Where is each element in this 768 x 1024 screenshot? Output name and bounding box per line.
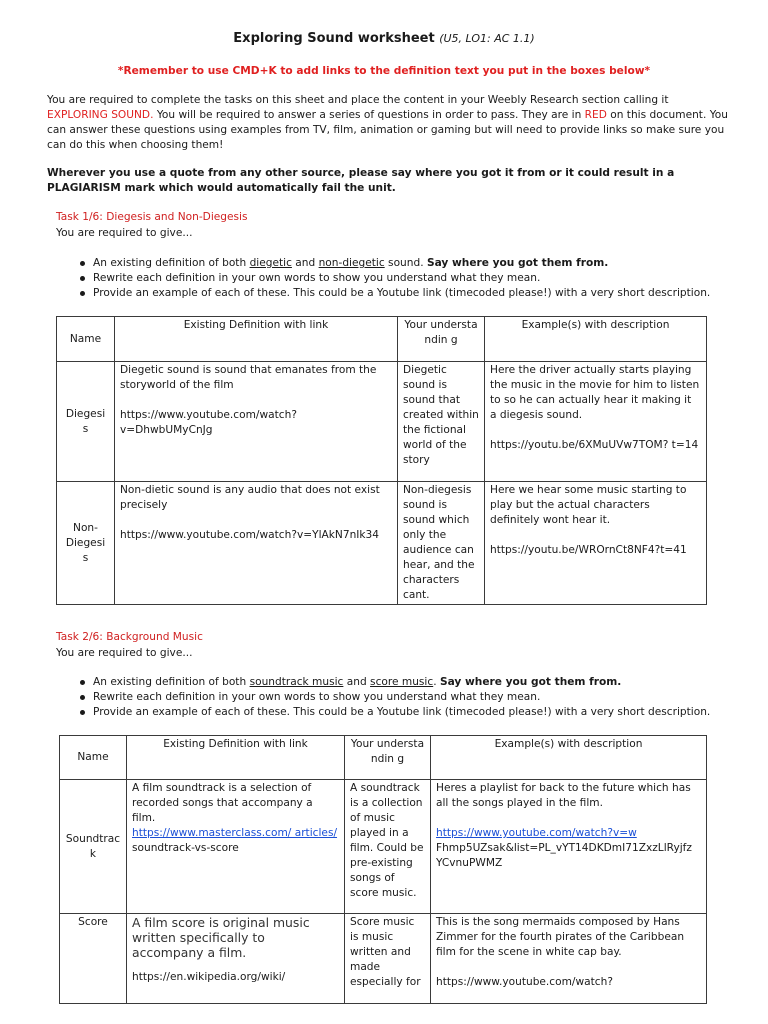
definition-link-continued[interactable]: soundtrack-vs-score [132,842,239,854]
task2-bullet-1: An existing definition of both soundtrack music and score music. Say where you got them from. [76,675,710,690]
task1-bullet-2: Rewrite each definition in your own words to show you understand what they mean. [76,271,710,286]
example-link[interactable]: https://youtu.be/WROrnCt8NF4?t=41 [490,544,687,556]
example-text: Here the driver actually starts playing the music in the movie for him to listen to so he can actually hear it making it a diegesis sound. [490,364,700,421]
header-name: Name [57,317,115,362]
task1-heading: Task 1/6: Diegesis and Non-Diegesis [56,211,248,223]
plagiarism-warning: Wherever you use a quote from any other source, please say where you got it from or it could result in a PLAGIARISM mark which would automatically fail the unit. [47,167,675,194]
task2-requirements [76,675,710,720]
header-your-understanding: Your understandin g [345,736,431,780]
row-name-diegesis: Diegesi s [57,362,115,482]
definition-cell [127,914,345,1004]
definition-text: A film score is original music written specifically to accompany a film. [132,915,310,960]
title-reference: (U5, LO1: AC 1.1) [439,32,535,45]
definition-link[interactable]: https://www.youtube.com/watch?v=YlAkN7nIk34 [120,529,380,541]
example-text: Heres a playlist for back to the future which has all the songs played in the film. [436,782,691,809]
task1-requirements [76,256,710,301]
title-text: Exploring Sound worksheet [233,31,435,46]
worksheet-title [0,30,768,48]
understanding-cell: A soundtrack is a collection of music played in a film. Could be pre-existing songs of score music. [345,780,431,914]
header-your-understanding: Your understandin g [398,317,485,362]
header-existing-definition: Existing Definition with link [127,736,345,780]
example-link-continued[interactable]: Fhmp5UZsak&list=PL_vYT14DKDmI71ZxzLlRyjfz YCvnuPWMZ [436,842,692,869]
definition-cell [115,362,398,482]
table-row [60,914,707,1004]
example-cell [431,914,707,1004]
understanding-cell: Score music is music written and made especially for [345,914,431,1004]
definition-text: A film soundtrack is a selection of recorded songs that accompany a film. [132,782,313,824]
example-cell [485,482,707,605]
task2-bullet-3: Provide an example of each of these. This could be a Youtube link (timecoded please!) with a very short description. [76,705,710,720]
definition-link[interactable]: https://www.youtube.com/watch? v=DhwbUMyCnJg [120,409,297,436]
task1-bullet-1: An existing definition of both diegetic and non-diegetic sound. Say where you got them from. [76,256,710,271]
task1-subheading: You are required to give... [56,227,193,239]
intro-text-1: You are required to complete the tasks on this sheet and place the content in your Weebly Research section calling it [47,94,669,106]
intro-paragraph [47,93,729,153]
example-link[interactable]: https://www.youtube.com/watch? [436,976,613,988]
definition-text: Non-dietic sound is any audio that does not exist precisely [120,484,380,511]
example-cell [431,780,707,914]
task2-table [59,735,707,1004]
example-link[interactable]: https://www.youtube.com/watch?v=w [436,827,637,839]
example-link[interactable]: https://youtu.be/6XMuUVw7TOM? t=14 [490,439,699,451]
intro-text-3: on this document. You can answer these questions using examples from TV, film, animation or gaming but will need to provide links so make sure you can do this when choosing them! [47,109,728,151]
example-text: This is the song mermaids composed by Hans Zimmer for the fourth pirates of the Caribbean film for the scene in white cap bay. [436,916,685,958]
understanding-cell: Diegetic sound is sound that created within the fictional world of the story [398,362,485,482]
row-name-non-diegesis: Non- Diegesi s [57,482,115,605]
task1-bullet-3: Provide an example of each of these. This could be a Youtube link (timecoded please!) with a very short description. [76,286,710,301]
table-row [57,482,707,605]
header-existing-definition: Existing Definition with link [115,317,398,362]
table-row [57,362,707,482]
header-examples: Example(s) with description [431,736,707,780]
task2-heading: Task 2/6: Background Music [56,631,203,643]
row-name-score: Score [60,914,127,1004]
definition-link[interactable]: https://en.wikipedia.org/wiki/ [132,971,286,983]
intro-text-2: You will be required to answer a series of questions in order to pass. They are in [153,109,585,121]
task2-subheading: You are required to give... [56,647,193,659]
intro-highlight-exploring-sound: EXPLORING SOUND. [47,109,154,121]
example-cell [485,362,707,482]
task1-table [56,316,707,605]
definition-cell [115,482,398,605]
definition-cell [127,780,345,914]
remember-note: *Remember to use CMD+K to add links to the definition text you put in the boxes below* [117,65,651,77]
table-row [60,780,707,914]
definition-text: Diegetic sound is sound that emanates from the storyworld of the film [120,364,377,391]
task2-header-row [60,736,707,780]
task1-header-row [57,317,707,362]
row-name-soundtrack: Soundtrac k [60,780,127,914]
header-name: Name [60,736,127,780]
definition-link[interactable]: https://www.masterclass.com/ articles/ [132,827,338,839]
intro-highlight-red: RED [584,109,607,121]
task2-bullet-2: Rewrite each definition in your own words to show you understand what they mean. [76,690,710,705]
example-text: Here we hear some music starting to play but the actual characters definitely wont hear it. [490,484,687,526]
understanding-cell: Non-diegesis sound is sound which only the audience can hear, and the characters cant. [398,482,485,605]
header-examples: Example(s) with description [485,317,707,362]
